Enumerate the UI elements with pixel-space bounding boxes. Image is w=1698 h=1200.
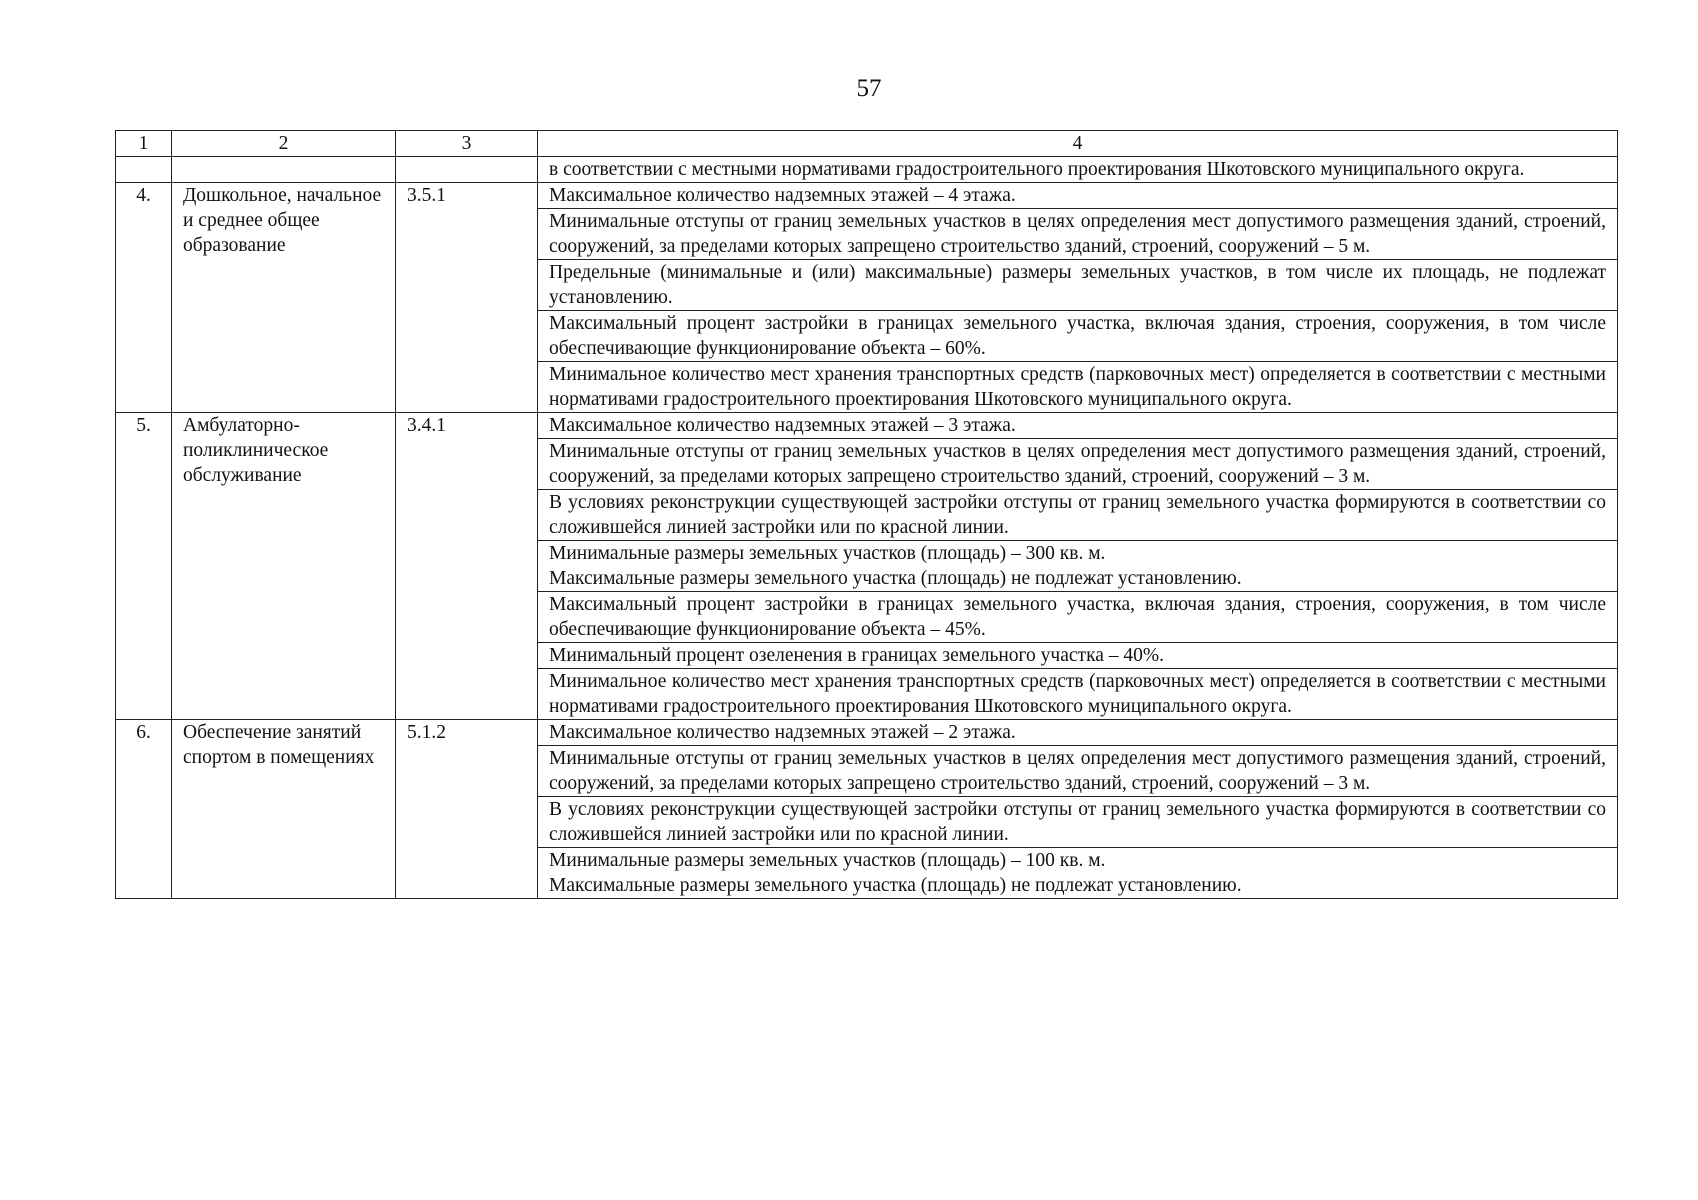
parameter-cell: в соответствии с местными нормативами градостроительного проектирования Шкотовского муниципального округа.: [538, 157, 1618, 183]
column-number-2: 2: [172, 131, 396, 157]
item-number: 4.: [116, 183, 172, 413]
parameter-text: Предельные (минимальные и (или) максимальные) размеры земельных участков, в том числе их площадь, не подлежат установлению.: [549, 262, 1606, 308]
parameter-text: Минимальное количество мест хранения транспортных средств (парковочных мест) определяется в соответствии с местными нормативами градостроительного проектирования Шкотовского муниципального округа.: [549, 364, 1606, 410]
parameter-text: Минимальные отступы от границ земельных участков в целях определения мест допустимого размещения зданий, строений, сооружений, за пределами которых запрещено строительство зданий, строений, сооружений – 5 м.: [549, 211, 1606, 257]
land-use-code: 3.4.1: [396, 413, 538, 720]
parameter-cell: [538, 592, 1618, 643]
regulations-table: [115, 130, 1618, 899]
land-use-name: Амбулаторно-поликлиническое обслуживание: [172, 413, 396, 720]
parameter-cell: [538, 797, 1618, 848]
parameter-cell: [538, 260, 1618, 311]
column-number-4: 4: [538, 131, 1618, 157]
parameter-text: Максимальные размеры земельного участка (площадь) не подлежат установлению.: [549, 875, 1242, 896]
item-number: 6.: [116, 720, 172, 899]
parameter-cell: [538, 183, 1618, 209]
parameter-cell: [538, 362, 1618, 413]
parameter-cell: [538, 541, 1618, 592]
parameter-text: Максимальные размеры земельного участка (площадь) не подлежат установлению.: [549, 568, 1242, 589]
parameter-cell: [538, 490, 1618, 541]
item-number: 5.: [116, 413, 172, 720]
parameter-cell: [538, 311, 1618, 362]
parameter-text: В условиях реконструкции существующей застройки отступы от границ земельного участка формируются в соответствии со сложившейся линией застройки или по красной линии.: [549, 492, 1606, 538]
table-body: [116, 131, 1618, 899]
parameter-cell: [538, 746, 1618, 797]
table-row: [116, 720, 1618, 746]
table-row: [116, 183, 1618, 209]
land-use-name: Дошкольное, начальное и среднее общее образование: [172, 183, 396, 413]
parameter-cell: [538, 848, 1618, 899]
parameter-text: Максимальное количество надземных этажей – 2 этажа.: [549, 722, 1016, 743]
column-number-row: [116, 131, 1618, 157]
land-use-code: 5.1.2: [396, 720, 538, 899]
code-cell: [396, 157, 538, 183]
parameter-cell: [538, 720, 1618, 746]
page-number: 57: [856, 75, 882, 102]
parameter-text: В условиях реконструкции существующей застройки отступы от границ земельного участка формируются в соответствии со сложившейся линией застройки или по красной линии.: [549, 799, 1606, 845]
parameter-cell: [538, 209, 1618, 260]
parameter-cell: [538, 413, 1618, 439]
parameter-cell: [538, 643, 1618, 669]
parameter-text: Минимальное количество мест хранения транспортных средств (парковочных мест) определяется в соответствии с местными нормативами градостроительного проектирования Шкотовского муниципального округа.: [549, 671, 1606, 717]
land-use-name: Обеспечение занятий спортом в помещениях: [172, 720, 396, 899]
parameter-text: Максимальный процент застройки в границах земельного участка, включая здания, строения, сооружения, в том числе обеспечивающие функционирование объекта – 45%.: [549, 594, 1606, 640]
column-number-3: 3: [396, 131, 538, 157]
parameter-text: Минимальные размеры земельных участков (площадь) – 100 кв. м.: [549, 850, 1106, 871]
parameter-text: Максимальное количество надземных этажей – 4 этажа.: [549, 185, 1016, 206]
parameter-cell: [538, 439, 1618, 490]
parameter-cell: [538, 669, 1618, 720]
number-cell: [116, 157, 172, 183]
land-use-code: 3.5.1: [396, 183, 538, 413]
column-number-1: 1: [116, 131, 172, 157]
parameter-text: Максимальный процент застройки в границах земельного участка, включая здания, строения, сооружения, в том числе обеспечивающие функционирование объекта – 60%.: [549, 313, 1606, 359]
parameter-text: Минимальные отступы от границ земельных участков в целях определения мест допустимого размещения зданий, строений, сооружений, за пределами которых запрещено строительство зданий, строений, сооружений – 3 м.: [549, 748, 1606, 794]
parameter-text: Минимальные размеры земельных участков (площадь) – 300 кв. м.: [549, 543, 1106, 564]
table-row: [116, 413, 1618, 439]
continuation-row: [116, 157, 1618, 183]
parameter-text: Минимальные отступы от границ земельных участков в целях определения мест допустимого размещения зданий, строений, сооружений, за пределами которых запрещено строительство зданий, строений, сооружений – 3 м.: [549, 441, 1606, 487]
parameter-text: Минимальный процент озеленения в границах земельного участка – 40%.: [549, 645, 1165, 666]
land-use-cell: [172, 157, 396, 183]
parameter-text: Максимальное количество надземных этажей – 3 этажа.: [549, 415, 1016, 436]
